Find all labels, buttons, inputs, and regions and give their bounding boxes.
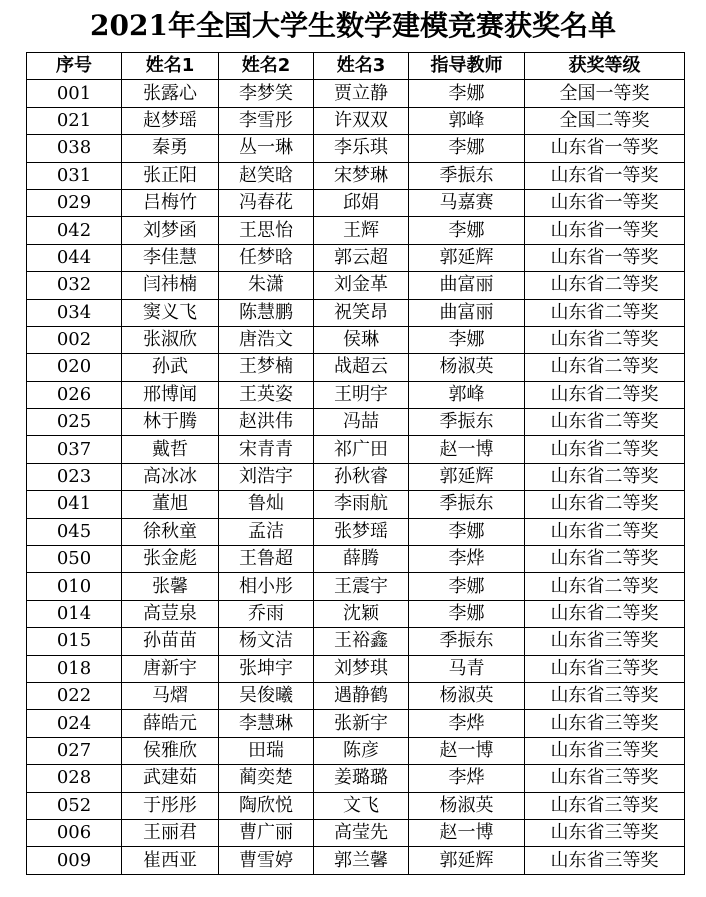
cell-seq: 050 — [27, 546, 122, 573]
table-row — [27, 573, 685, 600]
table-row — [27, 628, 685, 655]
table-row — [27, 737, 685, 764]
cell-name-2: 张坤宇 — [219, 655, 314, 682]
cell-teacher: 马嘉赛 — [409, 189, 525, 216]
cell-award-level: 山东省三等奖 — [525, 819, 685, 846]
cell-award-level: 山东省一等奖 — [525, 189, 685, 216]
cell-name-1: 侯雅欣 — [122, 737, 219, 764]
table-row — [27, 546, 685, 573]
cell-name-2: 唐浩文 — [219, 326, 314, 353]
cell-teacher: 赵一博 — [409, 819, 525, 846]
cell-award-level: 山东省三等奖 — [525, 765, 685, 792]
cell-name-2: 曹雪婷 — [219, 847, 314, 874]
cell-teacher: 郭峰 — [409, 107, 525, 134]
cell-name-1: 孙苗苗 — [122, 628, 219, 655]
table-row — [27, 765, 685, 792]
cell-award-level: 山东省二等奖 — [525, 299, 685, 326]
cell-award-level: 山东省一等奖 — [525, 244, 685, 271]
cell-teacher: 季振东 — [409, 162, 525, 189]
cell-name-1: 徐秋童 — [122, 518, 219, 545]
table-row — [27, 847, 685, 874]
cell-seq: 006 — [27, 819, 122, 846]
cell-name-3: 薛腾 — [314, 546, 409, 573]
cell-seq: 002 — [27, 326, 122, 353]
cell-name-2: 朱潇 — [219, 272, 314, 299]
cell-seq: 024 — [27, 710, 122, 737]
cell-award-level: 山东省三等奖 — [525, 792, 685, 819]
cell-name-2: 丛一琳 — [219, 135, 314, 162]
cell-award-level: 山东省三等奖 — [525, 655, 685, 682]
cell-seq: 010 — [27, 573, 122, 600]
cell-seq: 021 — [27, 107, 122, 134]
cell-name-2: 鲁灿 — [219, 491, 314, 518]
cell-name-3: 李乐琪 — [314, 135, 409, 162]
table-row — [27, 272, 685, 299]
cell-award-level: 山东省二等奖 — [525, 409, 685, 436]
cell-name-3: 遇静鹤 — [314, 682, 409, 709]
cell-name-1: 戴哲 — [122, 436, 219, 463]
cell-name-2: 冯春花 — [219, 189, 314, 216]
cell-name-2: 赵笑晗 — [219, 162, 314, 189]
cell-name-2: 王梦楠 — [219, 354, 314, 381]
cell-teacher: 李娜 — [409, 217, 525, 244]
cell-teacher: 李娜 — [409, 135, 525, 162]
table-row — [27, 107, 685, 134]
cell-name-2: 蔺奕楚 — [219, 765, 314, 792]
cell-name-1: 张馨 — [122, 573, 219, 600]
cell-teacher: 李烨 — [409, 710, 525, 737]
table-row — [27, 655, 685, 682]
cell-teacher: 郭延辉 — [409, 463, 525, 490]
cell-award-level: 山东省三等奖 — [525, 682, 685, 709]
table-row — [27, 299, 685, 326]
cell-name-3: 高莹先 — [314, 819, 409, 846]
cell-seq: 009 — [27, 847, 122, 874]
table-row — [27, 135, 685, 162]
cell-name-1: 闫祎楠 — [122, 272, 219, 299]
table-row — [27, 682, 685, 709]
cell-seq: 034 — [27, 299, 122, 326]
cell-name-1: 张正阳 — [122, 162, 219, 189]
cell-award-level: 山东省三等奖 — [525, 710, 685, 737]
cell-teacher: 李娜 — [409, 573, 525, 600]
page-title: 2021年全国大学生数学建模竞赛获奖名单 — [90, 9, 616, 42]
cell-name-3: 姜璐璐 — [314, 765, 409, 792]
cell-name-3: 沈颖 — [314, 600, 409, 627]
cell-name-1: 秦勇 — [122, 135, 219, 162]
cell-name-3: 郭兰馨 — [314, 847, 409, 874]
cell-name-1: 张露心 — [122, 80, 219, 107]
table-header — [27, 53, 685, 80]
cell-seq: 020 — [27, 354, 122, 381]
table-row — [27, 600, 685, 627]
cell-name-1: 窦义飞 — [122, 299, 219, 326]
cell-award-level: 全国一等奖 — [525, 80, 685, 107]
cell-name-3: 王辉 — [314, 217, 409, 244]
table-row — [27, 80, 685, 107]
cell-teacher: 马青 — [409, 655, 525, 682]
cell-teacher: 杨淑英 — [409, 354, 525, 381]
cell-name-2: 李慧琳 — [219, 710, 314, 737]
cell-teacher: 李娜 — [409, 600, 525, 627]
cell-name-2: 李梦笑 — [219, 80, 314, 107]
cell-teacher: 李娜 — [409, 80, 525, 107]
cell-name-2: 宋青青 — [219, 436, 314, 463]
cell-award-level: 山东省二等奖 — [525, 491, 685, 518]
cell-seq: 041 — [27, 491, 122, 518]
cell-teacher: 李烨 — [409, 765, 525, 792]
table-row — [27, 819, 685, 846]
cell-name-3: 郭云超 — [314, 244, 409, 271]
cell-name-2: 田瑞 — [219, 737, 314, 764]
cell-seq: 042 — [27, 217, 122, 244]
cell-name-1: 于彤彤 — [122, 792, 219, 819]
cell-seq: 015 — [27, 628, 122, 655]
table-row — [27, 244, 685, 271]
cell-seq: 038 — [27, 135, 122, 162]
table-row — [27, 189, 685, 216]
cell-seq: 022 — [27, 682, 122, 709]
table-row — [27, 792, 685, 819]
header-row — [27, 53, 685, 80]
cell-seq: 018 — [27, 655, 122, 682]
cell-seq: 014 — [27, 600, 122, 627]
award-table — [26, 52, 685, 875]
cell-name-2: 陶欣悦 — [219, 792, 314, 819]
cell-name-3: 祝笑昂 — [314, 299, 409, 326]
cell-name-2: 王鲁超 — [219, 546, 314, 573]
cell-teacher: 季振东 — [409, 628, 525, 655]
cell-name-1: 张淑欣 — [122, 326, 219, 353]
table-row — [27, 463, 685, 490]
cell-award-level: 全国二等奖 — [525, 107, 685, 134]
cell-teacher: 杨淑英 — [409, 682, 525, 709]
cell-name-2: 曹广丽 — [219, 819, 314, 846]
cell-award-level: 山东省一等奖 — [525, 135, 685, 162]
header-seq: 序号 — [27, 53, 122, 80]
cell-seq: 037 — [27, 436, 122, 463]
cell-name-2: 王英姿 — [219, 381, 314, 408]
cell-teacher: 郭峰 — [409, 381, 525, 408]
cell-name-3: 王明宇 — [314, 381, 409, 408]
cell-name-2: 王思怡 — [219, 217, 314, 244]
cell-award-level: 山东省三等奖 — [525, 628, 685, 655]
table-row — [27, 381, 685, 408]
cell-seq: 001 — [27, 80, 122, 107]
cell-name-3: 张梦瑶 — [314, 518, 409, 545]
cell-seq: 026 — [27, 381, 122, 408]
header-name-3: 姓名3 — [314, 53, 409, 80]
cell-award-level: 山东省二等奖 — [525, 518, 685, 545]
cell-name-3: 祁广田 — [314, 436, 409, 463]
table-row — [27, 518, 685, 545]
cell-name-3: 王震宇 — [314, 573, 409, 600]
cell-name-1: 李佳慧 — [122, 244, 219, 271]
cell-name-3: 侯琳 — [314, 326, 409, 353]
header-name-2: 姓名2 — [219, 53, 314, 80]
cell-name-2: 吴俊曦 — [219, 682, 314, 709]
cell-seq: 032 — [27, 272, 122, 299]
cell-teacher: 李烨 — [409, 546, 525, 573]
cell-teacher: 杨淑英 — [409, 792, 525, 819]
cell-teacher: 曲富丽 — [409, 272, 525, 299]
table-row — [27, 326, 685, 353]
cell-award-level: 山东省一等奖 — [525, 162, 685, 189]
cell-name-1: 马熠 — [122, 682, 219, 709]
cell-name-2: 相小彤 — [219, 573, 314, 600]
cell-name-1: 武建茹 — [122, 765, 219, 792]
cell-seq: 052 — [27, 792, 122, 819]
cell-name-3: 李雨航 — [314, 491, 409, 518]
cell-name-3: 刘梦琪 — [314, 655, 409, 682]
cell-name-1: 林于腾 — [122, 409, 219, 436]
cell-award-level: 山东省二等奖 — [525, 573, 685, 600]
table-body — [27, 80, 685, 874]
cell-name-3: 宋梦琳 — [314, 162, 409, 189]
cell-name-2: 杨文洁 — [219, 628, 314, 655]
table-row — [27, 354, 685, 381]
cell-name-1: 唐新宇 — [122, 655, 219, 682]
table-row — [27, 436, 685, 463]
cell-name-3: 陈彦 — [314, 737, 409, 764]
cell-seq: 031 — [27, 162, 122, 189]
cell-name-2: 刘浩宇 — [219, 463, 314, 490]
cell-award-level: 山东省二等奖 — [525, 272, 685, 299]
cell-teacher: 郭延辉 — [409, 244, 525, 271]
cell-award-level: 山东省二等奖 — [525, 546, 685, 573]
table-row — [27, 162, 685, 189]
cell-name-1: 刘梦函 — [122, 217, 219, 244]
cell-name-1: 崔西亚 — [122, 847, 219, 874]
cell-name-3: 张新宇 — [314, 710, 409, 737]
cell-name-1: 董旭 — [122, 491, 219, 518]
cell-name-2: 孟洁 — [219, 518, 314, 545]
cell-name-2: 陈慧鹏 — [219, 299, 314, 326]
cell-name-1: 赵梦瑶 — [122, 107, 219, 134]
cell-name-3: 战超云 — [314, 354, 409, 381]
cell-teacher: 李娜 — [409, 326, 525, 353]
cell-teacher: 李娜 — [409, 518, 525, 545]
cell-name-1: 邢博闻 — [122, 381, 219, 408]
cell-name-3: 王裕鑫 — [314, 628, 409, 655]
cell-seq: 028 — [27, 765, 122, 792]
cell-teacher: 赵一博 — [409, 436, 525, 463]
cell-seq: 044 — [27, 244, 122, 271]
cell-name-2: 李雪彤 — [219, 107, 314, 134]
table-row — [27, 217, 685, 244]
table-row — [27, 491, 685, 518]
cell-name-1: 王丽君 — [122, 819, 219, 846]
cell-name-1: 高荳泉 — [122, 600, 219, 627]
cell-award-level: 山东省三等奖 — [525, 847, 685, 874]
cell-name-3: 文飞 — [314, 792, 409, 819]
cell-award-level: 山东省三等奖 — [525, 737, 685, 764]
cell-name-1: 吕梅竹 — [122, 189, 219, 216]
cell-award-level: 山东省二等奖 — [525, 600, 685, 627]
cell-teacher: 曲富丽 — [409, 299, 525, 326]
cell-seq: 029 — [27, 189, 122, 216]
cell-award-level: 山东省二等奖 — [525, 463, 685, 490]
table-row — [27, 409, 685, 436]
cell-teacher: 季振东 — [409, 409, 525, 436]
cell-award-level: 山东省二等奖 — [525, 326, 685, 353]
cell-teacher: 赵一博 — [409, 737, 525, 764]
cell-name-2: 乔雨 — [219, 600, 314, 627]
cell-award-level: 山东省二等奖 — [525, 381, 685, 408]
cell-name-2: 赵洪伟 — [219, 409, 314, 436]
header-name-1: 姓名1 — [122, 53, 219, 80]
cell-award-level: 山东省二等奖 — [525, 354, 685, 381]
header-award-level: 获奖等级 — [525, 53, 685, 80]
cell-name-3: 刘金革 — [314, 272, 409, 299]
cell-seq: 045 — [27, 518, 122, 545]
cell-teacher: 郭延辉 — [409, 847, 525, 874]
cell-seq: 027 — [27, 737, 122, 764]
cell-name-3: 孙秋睿 — [314, 463, 409, 490]
cell-name-3: 贾立静 — [314, 80, 409, 107]
cell-name-3: 许双双 — [314, 107, 409, 134]
cell-name-3: 邱娟 — [314, 189, 409, 216]
cell-seq: 023 — [27, 463, 122, 490]
cell-award-level: 山东省一等奖 — [525, 217, 685, 244]
cell-name-2: 任梦晗 — [219, 244, 314, 271]
cell-seq: 025 — [27, 409, 122, 436]
cell-name-3: 冯喆 — [314, 409, 409, 436]
cell-teacher: 季振东 — [409, 491, 525, 518]
cell-name-1: 孙武 — [122, 354, 219, 381]
cell-award-level: 山东省二等奖 — [525, 436, 685, 463]
cell-name-1: 薛皓元 — [122, 710, 219, 737]
cell-name-1: 张金彪 — [122, 546, 219, 573]
cell-name-1: 高冰冰 — [122, 463, 219, 490]
header-teacher: 指导教师 — [409, 53, 525, 80]
table-row — [27, 710, 685, 737]
